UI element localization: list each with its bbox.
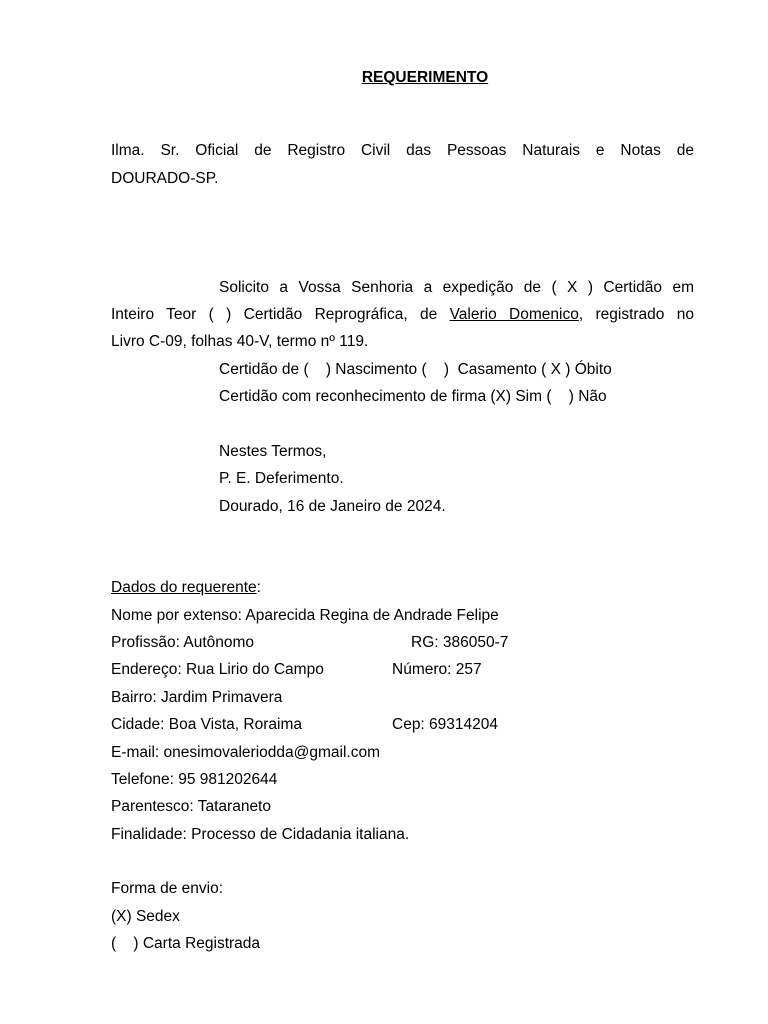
request-line-3: Livro C-09, folhas 40-V, termo nº 119. (111, 333, 369, 350)
signature-recognition-line: Certidão com reconhecimento de firma (X) Sim ( ) Não (219, 388, 607, 405)
applicant-neighborhood: Bairro: Jardim Primavera (111, 689, 283, 706)
applicant-rg: RG: 386050-7 (411, 634, 509, 651)
closing-date: Dourado, 16 de Janeiro de 2024. (219, 498, 446, 515)
shipping-heading: Forma de envio: (111, 880, 223, 897)
applicant-phone: Telefone: 95 981202644 (111, 771, 278, 788)
applicant-heading (111, 579, 261, 597)
shipping-option-registered-letter: ( ) Carta Registrada (111, 935, 261, 952)
addressee-line-2: DOURADO-SP. (111, 170, 219, 187)
applicant-purpose: Finalidade: Processo de Cidadania italiana. (111, 826, 410, 843)
applicant-heading-colon: : (256, 579, 261, 596)
applicant-address-number: Número: 257 (392, 661, 482, 678)
request-line-1: Solicito a Vossa Senhoria a expedição de ( X ) Certidão em (219, 279, 694, 296)
applicant-heading-text: Dados do requerente (111, 579, 257, 596)
shipping-option-sedex: (X) Sedex (111, 908, 180, 925)
closing-line-1: Nestes Termos, (219, 443, 327, 460)
applicant-city: Cidade: Boa Vista, Roraima (111, 716, 302, 733)
request-line-2 (111, 306, 694, 324)
request-line-2-start: Inteiro Teor ( ) Certidão Reprográfica, de (111, 306, 450, 323)
closing-line-2: P. E. Deferimento. (219, 470, 344, 487)
applicant-email: E-mail: onesimovaleriodda@gmail.com (111, 744, 381, 761)
deceased-person-name: Valerio Domenico (449, 306, 579, 323)
applicant-full-name: Nome por extenso: Aparecida Regina de Andrade Felipe (111, 607, 499, 624)
certificate-type-line: Certidão de ( ) Nascimento ( ) Casamento ( X ) Óbito (219, 361, 612, 378)
applicant-address: Endereço: Rua Lirio do Campo (111, 661, 324, 678)
request-line-2-end: , registrado no (578, 306, 694, 323)
applicant-cep: Cep: 69314204 (392, 716, 499, 733)
applicant-profession: Profissão: Autônomo (111, 634, 255, 651)
applicant-kinship: Parentesco: Tataraneto (111, 798, 271, 815)
document-title: REQUERIMENTO (361, 69, 489, 86)
addressee-line-1: Ilma. Sr. Oficial de Registro Civil das Pessoas Naturais e Notas de (111, 142, 694, 159)
